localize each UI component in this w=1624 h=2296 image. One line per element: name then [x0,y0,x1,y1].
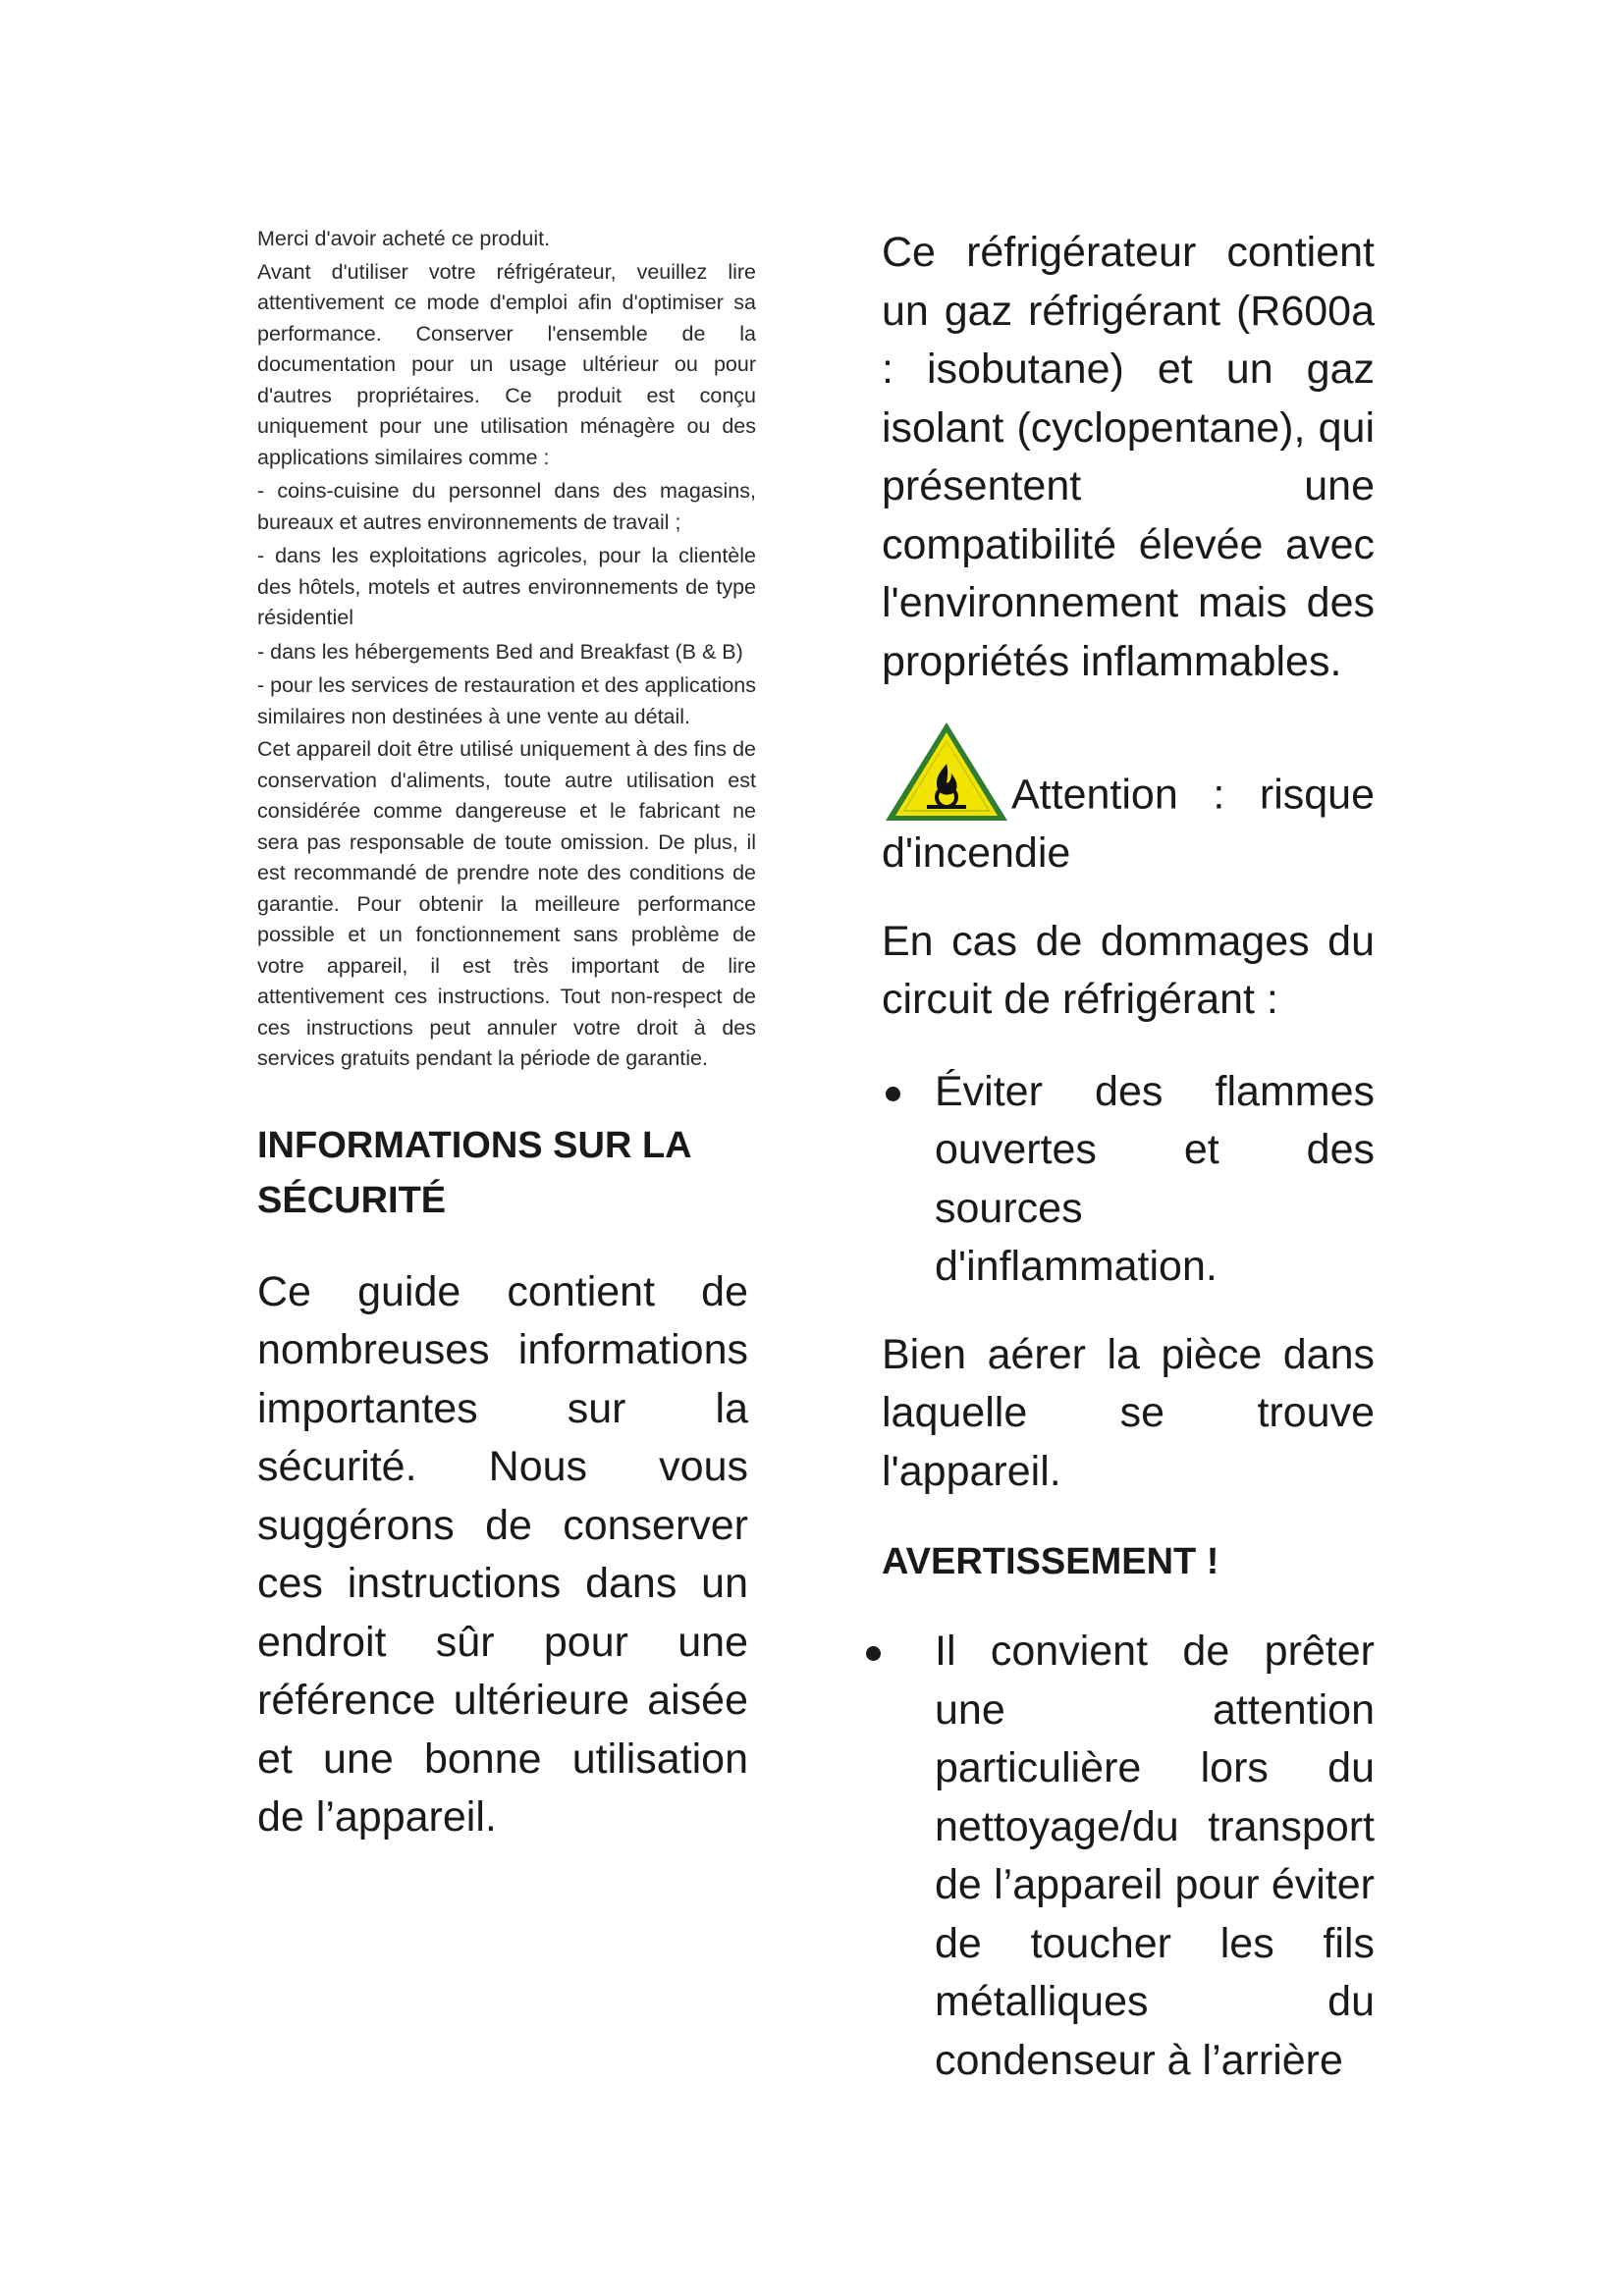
fire-hazard-icon [882,719,1011,825]
intro-paragraph: Avant d'utiliser votre réfrigérateur, veuillez lire attentivement ce mode d'emploi afin d'optimiser sa performance. Conserver l'ensemble de la documentation pour un usage ultérieur ou pour d'autres propriétaires. Ce produit est conçu uniquement pour une utilisation ménagère ou des applications similaires comme : [257,259,756,469]
bullet-text: Il convient de prêter une attention particulière lors du nettoyage/du transport de l’appareil pour éviter de toucher les fils métalliques du condenseur à l’arrière [935,1628,1375,2084]
list-item [882,1063,1375,1297]
damage-paragraph: En cas de dommages du circuit de réfrigérant : [882,917,1375,1023]
attention-text: Attention : risque d'incendie [882,771,1375,877]
usage-item: - dans les exploitations agricoles, pour la clientèle des hôtels, motels et autres environnements de type résidentiel [257,544,756,629]
usage-item: - coins-cuisine du personnel dans des magasins, bureaux et autres environnements de travail ; [257,479,756,534]
fire-warning [882,719,1375,883]
closing-paragraph: Cet appareil doit être utilisé uniquement à des fins de conservation d'aliments, toute autre utilisation est considérée comme dangereuse et le fabricant ne sera pas responsable de toute omission. De plus, il est recommandé de prendre note des conditions de garantie. Pour obtenir la meilleure performance possible et un fonctionnement sans problème de votre appareil, il est très important de lire attentivement ces instructions. Tout non-respect de ces instructions peut annuler votre droit à des services gratuits pendant la période de garantie. [257,737,756,1070]
usage-item: - dans les hébergements Bed and Breakfast (B & B) [257,639,743,664]
gas-paragraph: Ce réfrigérateur contient un gaz réfrigérant (R600a : isobutane) et un gaz isolant (cyclopentane), qui présentent une compatibilité élevée avec l'environnement mais des propriétés inflammables. [882,229,1375,685]
bullet-icon [886,1087,900,1101]
warning-bullets [882,1623,1375,2090]
damage-bullets [882,1063,1375,1297]
right-column [882,224,1375,2090]
usage-item: - pour les services de restauration et des applications similaires non destinées à une vente au détail. [257,673,756,728]
warning-heading: AVERTISSEMENT ! [882,1541,1219,1582]
bullet-text: Éviter des flammes ouvertes et des sources d'inflammation. [935,1067,1375,1290]
ventilate-paragraph: Bien aérer la pièce dans laquelle se trouve l'appareil. [882,1330,1375,1495]
bullet-icon [866,1646,881,1661]
safety-heading: INFORMATIONS SUR LA SÉCURITÉ [257,1124,691,1221]
intro-section [257,224,756,1075]
list-item [882,1623,1375,2090]
guide-paragraph: Ce guide contient de nombreuses informations importantes sur la sécurité. Nous vous suggérons de conserver ces instructions dans un endroit sûr pour une référence ultérieure aisée et une bonne utilisation de l’appareil. [257,1267,748,1841]
left-column [257,224,756,1847]
thanks-line: Merci d'avoir acheté ce produit. [257,227,551,250]
